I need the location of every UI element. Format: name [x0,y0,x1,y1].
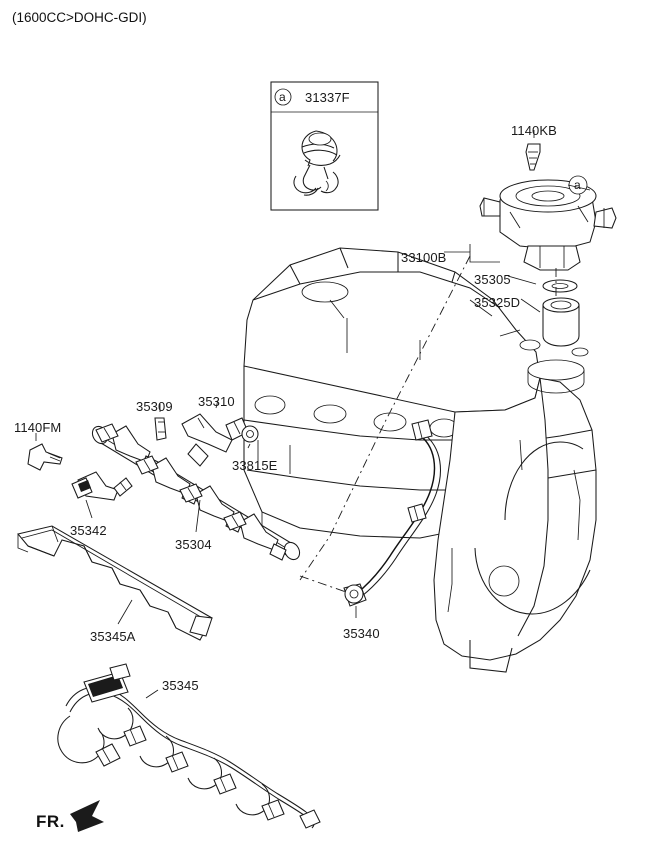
callout-marker-a-label: a [279,90,286,104]
part-label-33815E: 33815E [232,458,278,473]
o-ring-33815E [242,426,258,442]
part-label-35345A: 35345A [90,629,136,644]
part-label-1140KB: 1140KB [511,123,557,138]
pipe-centerline [300,576,346,592]
part-label-35305: 35305 [474,272,511,287]
fr-arrow-icon [70,800,104,832]
fuel-pressure-sensor-35342 [72,472,132,500]
part-label-35345: 35345 [162,678,199,693]
part-label-35309: 35309 [136,399,173,414]
orientation-label: FR. [36,812,65,831]
part-label-33100B: 33100B [401,250,447,265]
part-label-35340: 35340 [343,626,380,641]
bolt-1140FM [28,433,62,470]
part-label-35325D: 35325D [474,295,521,310]
callout-part-number-31337F: 31337F [305,90,350,105]
sleeve-35325D [543,298,579,346]
clip-35309 [155,418,166,440]
seal-ring-35305 [543,280,577,292]
part-label-35304: 35304 [175,537,212,552]
part-label-1140FM: 1140FM [14,420,62,435]
high-pressure-fuel-pump-33100B [480,176,616,270]
part-label-35342: 35342 [70,523,107,538]
engine-spec-label: (1600CC>DOHC-GDI) [12,10,147,25]
part-label-35310: 35310 [198,394,235,409]
marker-a-pump-label: a [574,178,581,192]
